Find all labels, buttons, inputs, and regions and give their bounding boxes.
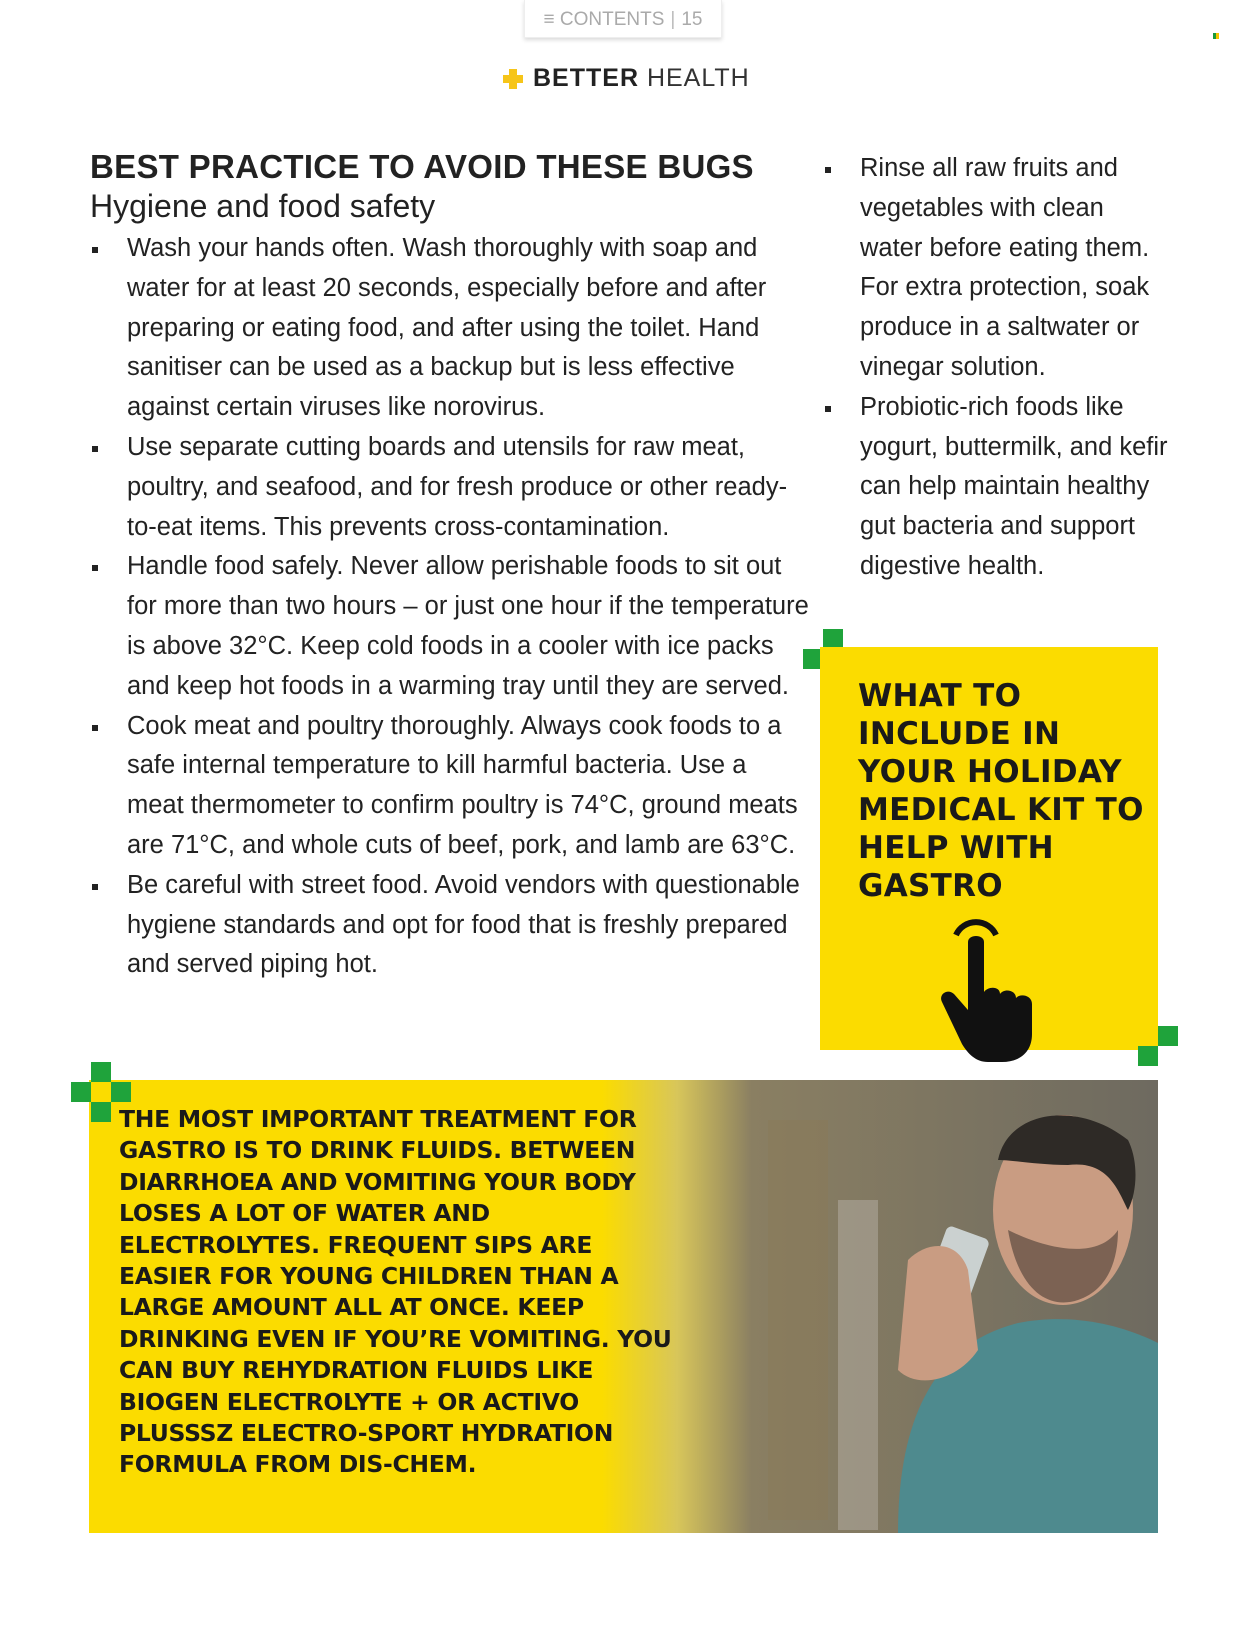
banner-text: THE MOST IMPORTANT TREATMENT FOR GASTRO IS TO DRINK FLUIDS. BETWEEN DIARRHOEA AND VOMITING YOUR BODY LOSES A LOT OF WATER AND ELECTROLYTES. FREQUENT SIPS ARE EASIER FOR YOUNG CHILDREN THAN A LARGE AMOUNT ALL AT ONCE. KEEP DRINKING EVEN IF YOU’RE VOMITING. YOU CAN BUY REHYDRATION FLUIDS LIKE BIOGEN ELECTROLYTE + OR ACTIVO PLUSSSZ ELECTRO-SPORT HYDRATION FORMULA FROM DIS-CHEM. (119, 1105, 672, 1479)
medical-kit-callout[interactable] (820, 647, 1158, 1050)
right-bullet-list (823, 149, 1173, 587)
green-pixel-decoration (71, 1082, 91, 1102)
green-pixel-decoration (91, 1062, 111, 1082)
list-item: Handle food safely. Never allow perishable foods to sit out for more than two hours – or just one hour if the temperature is above 32°C. Keep cold foods in a cooler with ice packs and keep hot foods in a warming tray until they are served. (90, 547, 810, 706)
green-pixel-decoration (91, 1102, 111, 1122)
article-title: BEST PRACTICE TO AVOID THESE BUGS (90, 148, 754, 185)
man-drinking-water-photo (678, 1080, 1158, 1533)
list-item: Cook meat and poultry thoroughly. Always cook foods to a safe internal temperature to kill harmful bacteria. Use a meat thermometer to confirm poultry is 74°C, ground meats are 71°C, and whole cuts of beef, pork, and lamb are 63°C. (90, 707, 810, 866)
contents-button[interactable]: ≡ CONTENTS | 15 (524, 0, 722, 38)
green-pixel-decoration (823, 629, 843, 649)
plus-icon (503, 69, 523, 89)
brand-light: HEALTH (646, 64, 750, 92)
brand-bold: BETTER (533, 64, 639, 92)
list-item: Probiotic-rich foods like yogurt, buttermilk, and kefir can help maintain healthy gut bacteria and support digestive health. (823, 388, 1173, 587)
green-pixel-decoration (1138, 1046, 1158, 1066)
list-item: Wash your hands often. Wash thoroughly with soap and water for at least 20 seconds, especially before and after preparing or eating food, and after using the toilet. Hand sanitiser can be used as a backup but is less effective against certain viruses like norovirus. (90, 229, 810, 428)
left-bullet-list (90, 229, 810, 985)
corner-mark (1213, 33, 1219, 39)
callout-title: WHAT TO INCLUDE IN YOUR HOLIDAY MEDICAL KIT TO HELP WITH GASTRO (858, 678, 1144, 904)
hydration-banner (89, 1080, 1158, 1533)
list-item: Be careful with street food. Avoid vendors with questionable hygiene standards and opt for food that is freshly prepared and served piping hot. (90, 866, 810, 985)
menu-icon: ≡ (543, 9, 560, 30)
contents-label: CONTENTS (559, 9, 665, 30)
section-brand (503, 64, 750, 93)
pointing-hand-icon (938, 917, 1048, 1062)
green-pixel-decoration (111, 1082, 131, 1102)
green-pixel-decoration (1158, 1026, 1178, 1046)
list-item: Rinse all raw fruits and vegetables with clean water before eating them. For extra protection, soak produce in a saltwater or vinegar solution. (823, 149, 1173, 388)
page-number: 15 (681, 9, 703, 30)
article-subtitle: Hygiene and food safety (90, 188, 436, 224)
list-item: Use separate cutting boards and utensils for raw meat, poultry, and seafood, and for fresh produce or other ready-to-eat items. This prevents cross-contamination. (90, 428, 810, 547)
